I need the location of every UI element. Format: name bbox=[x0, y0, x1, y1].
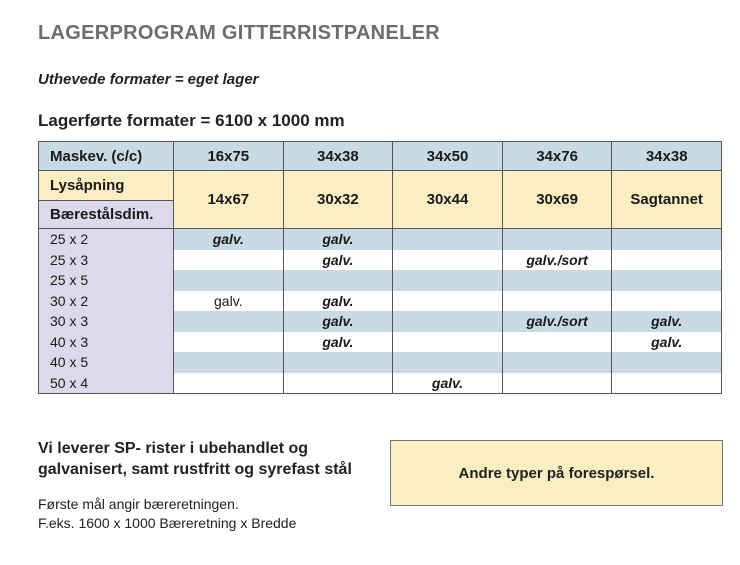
mesh-cell: 16x75 bbox=[174, 142, 284, 171]
table-row bbox=[39, 352, 722, 373]
availability-cell bbox=[174, 352, 284, 373]
other-types-box bbox=[390, 440, 723, 506]
dimension-note: Første mål angir bæreretningen. bbox=[38, 496, 239, 512]
opening-cell: 30x32 bbox=[283, 171, 393, 229]
opening-row bbox=[39, 171, 722, 229]
availability-cell bbox=[174, 373, 284, 394]
availability-cell bbox=[174, 311, 284, 332]
availability-cell: galv. bbox=[174, 229, 284, 250]
availability-cell: galv. bbox=[283, 332, 393, 353]
availability-cell: galv. bbox=[612, 311, 722, 332]
dimension-example: F.eks. 1600 x 1000 Bæreretning x Bredde bbox=[38, 515, 297, 531]
bar-dimension: 30 x 2 bbox=[39, 291, 174, 312]
stock-formats-line: Lagerførte formater = 6100 x 1000 mm bbox=[38, 111, 345, 130]
availability-cell: galv. bbox=[283, 250, 393, 271]
availability-cell bbox=[502, 332, 612, 353]
mesh-header-row bbox=[39, 142, 722, 171]
availability-cell: galv. bbox=[283, 291, 393, 312]
availability-cell bbox=[612, 352, 722, 373]
availability-cell bbox=[612, 291, 722, 312]
bar-dimension: 25 x 5 bbox=[39, 270, 174, 291]
availability-cell bbox=[393, 250, 503, 271]
table-row bbox=[39, 332, 722, 353]
availability-cell: galv./sort bbox=[502, 250, 612, 271]
opening-cell: Sagtannet bbox=[612, 171, 722, 229]
availability-cell bbox=[174, 250, 284, 271]
mesh-cell: 34x76 bbox=[502, 142, 612, 171]
table-row bbox=[39, 270, 722, 291]
table-row bbox=[39, 291, 722, 312]
availability-cell: galv. bbox=[174, 291, 284, 312]
table-row bbox=[39, 229, 722, 250]
bar-dimension-label: Bærestålsdim. bbox=[39, 201, 173, 228]
other-types-text: Andre typer på forespørsel. bbox=[458, 464, 655, 482]
availability-cell bbox=[612, 270, 722, 291]
bar-dimension: 30 x 3 bbox=[39, 311, 174, 332]
opening-label: Lysåpning bbox=[39, 171, 173, 201]
availability-cell bbox=[612, 373, 722, 394]
availability-cell bbox=[502, 352, 612, 373]
stock-table bbox=[38, 141, 722, 394]
availability-cell bbox=[502, 229, 612, 250]
table-row bbox=[39, 373, 722, 394]
table-row bbox=[39, 250, 722, 271]
availability-cell bbox=[393, 270, 503, 291]
availability-cell bbox=[174, 270, 284, 291]
bar-dimension: 25 x 3 bbox=[39, 250, 174, 271]
bar-dimension: 25 x 2 bbox=[39, 229, 174, 250]
page-title: LAGERPROGRAM GITTERRISTPANELER bbox=[38, 22, 440, 44]
availability-cell bbox=[502, 291, 612, 312]
bar-dimension: 40 x 3 bbox=[39, 332, 174, 353]
availability-cell bbox=[393, 352, 503, 373]
availability-cell bbox=[283, 373, 393, 394]
availability-cell bbox=[393, 291, 503, 312]
availability-cell bbox=[283, 270, 393, 291]
availability-cell bbox=[174, 332, 284, 353]
availability-cell bbox=[393, 229, 503, 250]
mesh-cell: 34x50 bbox=[393, 142, 503, 171]
mesh-label: Maskev. (c/c) bbox=[39, 142, 174, 171]
delivery-statement: Vi leverer SP- rister i ubehandlet og galvanisert, samt rustfritt og syrefast stål bbox=[38, 440, 352, 478]
subtitle: Uthevede formater = eget lager bbox=[38, 71, 259, 88]
opening-cell: 30x44 bbox=[393, 171, 503, 229]
availability-cell bbox=[393, 311, 503, 332]
availability-cell bbox=[502, 373, 612, 394]
availability-cell bbox=[612, 229, 722, 250]
opening-cell: 14x67 bbox=[174, 171, 284, 229]
availability-cell bbox=[502, 270, 612, 291]
bar-dimension: 40 x 5 bbox=[39, 352, 174, 373]
availability-cell bbox=[612, 250, 722, 271]
availability-cell: galv. bbox=[393, 373, 503, 394]
availability-cell: galv./sort bbox=[502, 311, 612, 332]
bar-dimension: 50 x 4 bbox=[39, 373, 174, 394]
opening-cell: 30x69 bbox=[502, 171, 612, 229]
availability-cell: galv. bbox=[283, 229, 393, 250]
availability-cell: galv. bbox=[612, 332, 722, 353]
opening-label-cell bbox=[39, 171, 174, 229]
availability-cell: galv. bbox=[283, 311, 393, 332]
availability-cell bbox=[283, 352, 393, 373]
mesh-cell: 34x38 bbox=[612, 142, 722, 171]
mesh-cell: 34x38 bbox=[283, 142, 393, 171]
availability-cell bbox=[393, 332, 503, 353]
table-row bbox=[39, 311, 722, 332]
